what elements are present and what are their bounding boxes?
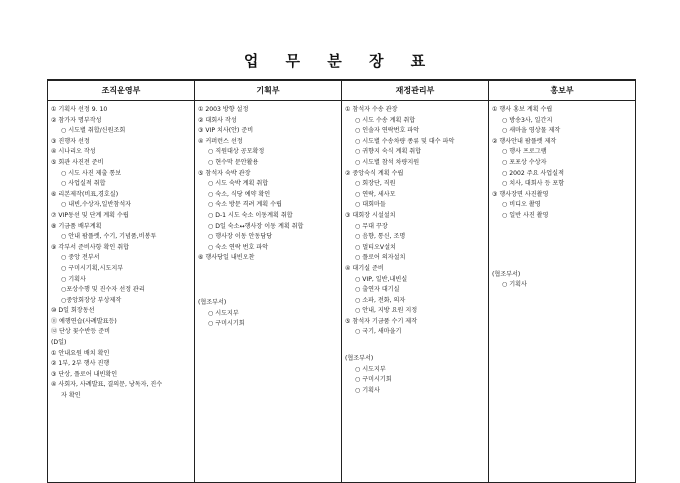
list-item: ④ 사회자, 사례발표, 결의문, 낭독자, 진수 [51,381,163,389]
list-item: ○ 일반 사진 촬영 [502,211,549,219]
spacer [198,264,338,298]
list-item: ⑤ 참석자 기금품 수기 제작 [345,317,418,325]
list-item: ③ 대회장 시설설치 [345,211,396,219]
list-item: ③ 단상, 플로어 내빈확인 [51,370,118,378]
list-item: ○ 소파, 전화, 의자 [355,296,406,304]
table-header-row [48,80,636,101]
list-item: ○ 시도 숙박 계획 취합 [208,180,269,188]
header-finance: 재정관리부 [342,80,489,101]
list-item: ③ VIP 치사(안) 준비 [198,127,254,135]
list-item: ○ 국기, 새마을기 [355,328,402,336]
coop-title: (협조부서) [345,355,374,363]
list-item: ③ 진행자 선정 [51,137,90,145]
list-item: ○ 플로어 의자설치 [355,254,406,262]
list-item: ○ 인솔자 연락번호 파악 [355,127,420,135]
pr-cell [489,101,636,483]
list-item: ○ 시도별 참석 차량지원 [355,158,420,166]
spacer [492,222,632,270]
list-item: ○ 시도 사진 제출 통보 [61,169,122,177]
list-item: ② 행사안내 팜플렛 제작 [492,137,557,145]
table-body-row [48,101,636,483]
list-item: ○포상수행 및 진수자 선정 관리 [61,286,145,294]
list-item: ⑫ 단상 꽃수반등 준비 [51,328,110,336]
list-item: ② 대회사 작성 [198,116,237,124]
list-item: (D일) [51,339,67,347]
list-item: ⑥ 행사당일 내빈오찬 [198,254,255,262]
list-item: ○ 숙소 방문 격려 계획 수립 [208,201,282,209]
header-planning: 기획부 [195,80,342,101]
list-item: ○ 행사 프로그램 [502,148,547,156]
list-item: ○ 시도지부 [355,365,386,373]
finance-cell [342,101,489,483]
list-item: ○ 무대 꾸장 [355,222,388,230]
list-item: ○ D일 숙소↔행사장 이동 계획 취합 [208,222,304,230]
list-item: ② 1부, 2부 행사 진행 [51,360,110,368]
list-item: ○ 구미시기회 [355,376,392,384]
list-item: ○ 새마을 영상물 제작 [502,127,561,135]
finance-list [345,105,485,396]
list-item: ○ D-1 시도 숙소 이동계획 취합 [208,211,293,219]
list-item: ○ 대회마들 [355,201,386,209]
list-item: ○ 행사장 이동 안동담당 [208,233,273,241]
list-item: ○중앙회장상 부상제작 [61,296,122,304]
list-item: ○ 회장단, 직원 [355,180,396,188]
list-item: ⑩ D일 회장동선 [51,307,95,315]
list-item: ○ 2002 주요 사업실적 [502,169,564,177]
list-item: ○ 현수막 문안활용 [208,158,259,166]
list-item: ○ 직원대상 공모확정 [208,148,265,156]
list-item: ○ 시도별 수송차량 종류 및 대수 파악 [355,137,455,145]
list-item: ② 참가자 명부작성 [51,116,102,124]
list-item: 자 확인 [61,392,81,400]
list-item: ○ 구미시기획,시도지부 [61,264,124,272]
list-item: ○ 귀향지 숙식 계획 취합 [355,148,422,156]
list-item: ⑨ 각부서 준비사항 확인 취합 [51,243,129,251]
list-item: ④ 시나리오 작성 [51,148,96,156]
duty-table [47,79,636,483]
spacer [345,338,485,354]
header-pr: 홍보부 [489,80,636,101]
list-item: ○ 시도지부 [208,309,239,317]
list-item: ○ 숙소, 식당 예약 확인 [208,190,271,198]
list-item: ① 행사 홍보 계획 수립 [492,106,553,113]
planning-list [198,105,338,330]
list-item: ① 안내요원 배치 확인 [51,349,110,357]
list-item: ① 2003 방향 설정 [198,106,249,113]
list-item: ④ 커퍼런스 선정 [198,137,243,145]
list-item: ⑥ 리본제작(비표,경호실) [51,190,119,198]
list-item: ○ 기획사 [502,281,527,289]
page-title: 업 무 분 장 표 [243,52,437,70]
coop-title: (협조부서) [492,270,521,278]
list-item: ○ 치사, 대회사 등 포함 [502,180,565,188]
list-item: ○ 시도 수송 계획 취합 [355,116,416,124]
list-item: ○ 시도별 취합/신원조회 [61,127,126,135]
pr-list [492,105,632,291]
list-item: ○ 방송3사, 일간지 [502,116,553,124]
list-item: ○ 중앙 전부서 [61,254,100,262]
list-item: ○ 포포상 수상자 [502,158,547,166]
list-item: ○ 비디오 촬영 [502,201,541,209]
list-item: ○ 구미시기회 [208,320,245,328]
list-item: ○ 숙소 연락 번호 파악 [208,243,269,251]
coop-title: (협조부서) [198,298,227,306]
list-item: ④ 대기실 준비 [345,264,384,272]
list-item: ① 기획사 선정 9. 10 [51,106,108,113]
planning-cell [195,101,342,483]
list-item: ○ 기획사 [61,275,86,283]
list-item: ③ 행사장면 사진촬영 [492,190,549,198]
list-item: ○ 내빈,수상자,일반참석자 [61,201,131,209]
header-org: 조직운영부 [48,80,195,101]
list-item: ○ 안내 팜플렛, 수기, 기념품,비봉투 [61,233,157,241]
list-item: ○ 기획사 [355,386,380,394]
list-item: ○ VIP, 일반,내빈실 [355,275,408,283]
list-item: ○ 멀티오V설치 [355,243,396,251]
list-item: ○ 연락, 세사모 [355,190,396,198]
list-item: ① 참석자 수송 관장 [345,106,398,113]
list-item: ⑤ 회관 사진전 준비 [51,158,104,166]
list-item: ○ 안내, 지방 요원 지정 [355,307,418,315]
list-item: ○ 출연자 대기실 [355,286,400,294]
list-item: ② 중앙숙식 계획 수립 [345,169,404,177]
list-item: ⑦ VIP동선 및 단계 계획 수립 [51,211,129,219]
list-item: ○ 음향, 통신, 조명 [355,233,406,241]
org-cell [48,101,195,483]
list-item: ○ 사업실적 취합 [61,180,106,188]
list-item: ⑧ 기금품 배부계획 [51,222,102,230]
org-list [51,105,191,402]
list-item: ⑪ 예행연습(사례발표등) [51,317,117,325]
list-item: ⑤ 참석자 숙박 관장 [198,169,251,177]
